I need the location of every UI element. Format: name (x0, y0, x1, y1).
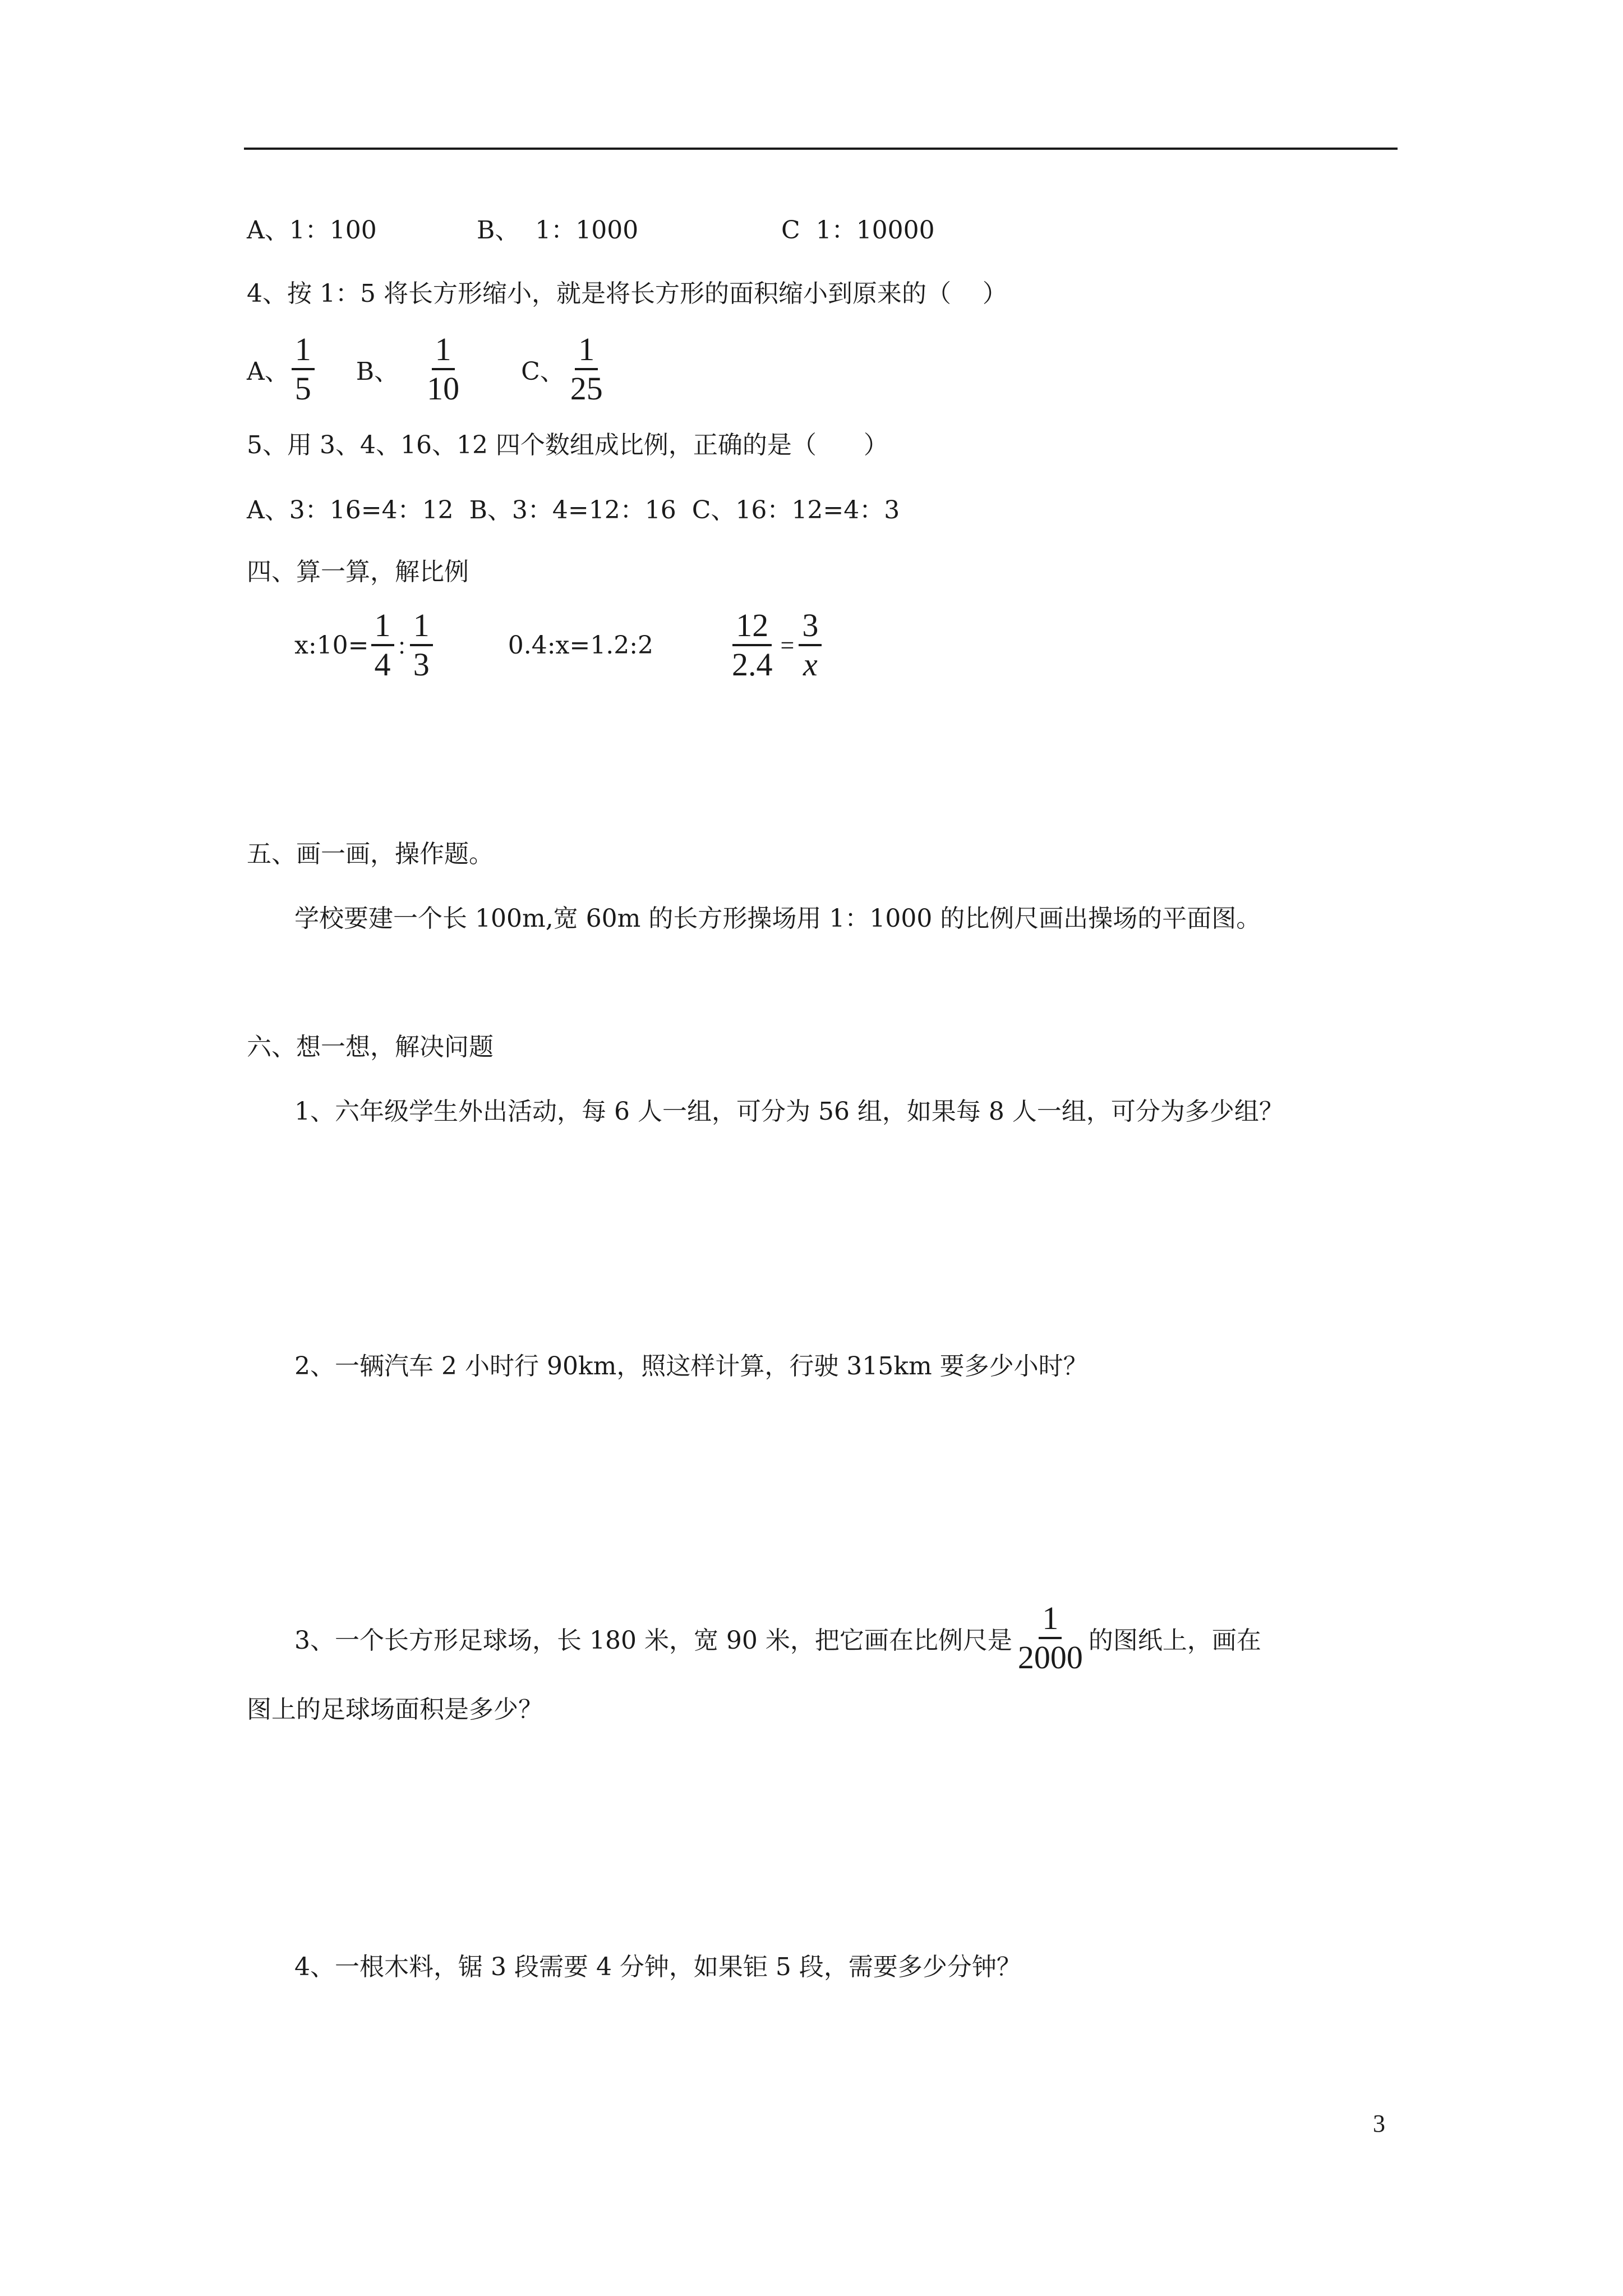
problem-3-scale-numerator: 1 (1039, 1600, 1062, 1639)
section6-heading: 六、想一想，解决问题 (247, 1033, 494, 1061)
q4-option-c-label: C、 (521, 357, 565, 386)
q4-option-b-fraction (423, 331, 463, 407)
q4-option-a-label: A、 (247, 357, 289, 386)
section4-heading: 四、算一算，解比例 (247, 558, 469, 586)
q4-option-b-label: B、 (356, 357, 399, 386)
section5-text: 学校要建一个长 100m,宽 60m 的长方形操场用 1：1000 的比例尺画出操场的平面图。 (294, 904, 1261, 933)
q4-option-a-numerator: 1 (292, 331, 315, 370)
eq2: 0.4:x=1.2:2 (508, 631, 654, 660)
eq3-fraction-2-denominator: x (803, 646, 818, 683)
problem-2: 2、一辆汽车 2 小时行 90km，照这样计算，行驶 315km 要多少小时？ (294, 1352, 1088, 1381)
problem-3-line-1 (294, 1596, 1261, 1680)
eq1-fraction-1-numerator: 1 (371, 607, 394, 646)
q4-option-c-fraction (567, 331, 606, 407)
page-number: 3 (1373, 2110, 1385, 2137)
problem-3-scale-fraction (1015, 1600, 1086, 1676)
eq3-equals: = (780, 631, 795, 659)
eq3-fraction-2 (799, 607, 822, 683)
q3-option-b: B、 1：1000 (477, 216, 639, 245)
q4-text: 4、按 1：5 将长方形缩小，就是将长方形的面积缩小到原来的（ ） (247, 279, 1007, 308)
q3-option-a: A、1：100 (247, 216, 377, 245)
q5-text: 5、用 3、4、16、12 四个数组成比例，正确的是（ ） (247, 431, 888, 459)
eq3-fraction-1 (728, 607, 776, 683)
eq3-fraction-2-numerator: 3 (799, 607, 822, 646)
eq1-fraction-1 (371, 607, 394, 683)
section5-heading: 五、画一画，操作题。 (247, 840, 494, 868)
q4-option-c-denominator: 25 (570, 370, 603, 407)
q3-option-c: C 1：10000 (781, 216, 935, 245)
eq1-fraction-2-denominator: 3 (413, 646, 430, 683)
q4-option-b-denominator: 10 (427, 370, 460, 407)
section4-equations (294, 603, 824, 687)
header-rule (244, 148, 1398, 150)
q4-option-a-fraction (292, 331, 315, 407)
eq1-fraction-2-numerator: 1 (410, 607, 433, 646)
eq3-fraction-1-denominator: 2.4 (732, 646, 773, 683)
eq1-fraction-2 (410, 607, 433, 683)
problem-3-after: 的图纸上，画在 (1088, 1626, 1261, 1655)
eq1-colon: : (398, 631, 405, 659)
problem-3-line-2: 图上的足球场面积是多少？ (247, 1695, 543, 1724)
problem-4: 4、一根木料，锯 3 段需要 4 分钟，如果钜 5 段，需要多少分钟？ (294, 1953, 1021, 1981)
q4-option-a-denominator: 5 (294, 370, 311, 407)
problem-1: 1、六年级学生外出活动，每 6 人一组，可分为 56 组，如果每 8 人一组，可分为多少组？ (294, 1097, 1284, 1126)
q5-options: A、3：16=4：12 B、3：4=12：16 C、16：12=4：3 (247, 496, 900, 524)
problem-3-scale-denominator: 2000 (1017, 1639, 1083, 1676)
eq3-fraction-1-numerator: 12 (732, 607, 772, 646)
q4-option-b-numerator: 1 (432, 331, 455, 370)
q4-options (247, 330, 608, 408)
eq1-prefix: x:10= (294, 631, 369, 660)
eq1-fraction-1-denominator: 4 (374, 646, 391, 683)
problem-3-before: 3、一个长方形足球场，长 180 米，宽 90 米，把它画在比例尺是 (294, 1626, 1012, 1655)
q4-option-c-numerator: 1 (575, 331, 598, 370)
